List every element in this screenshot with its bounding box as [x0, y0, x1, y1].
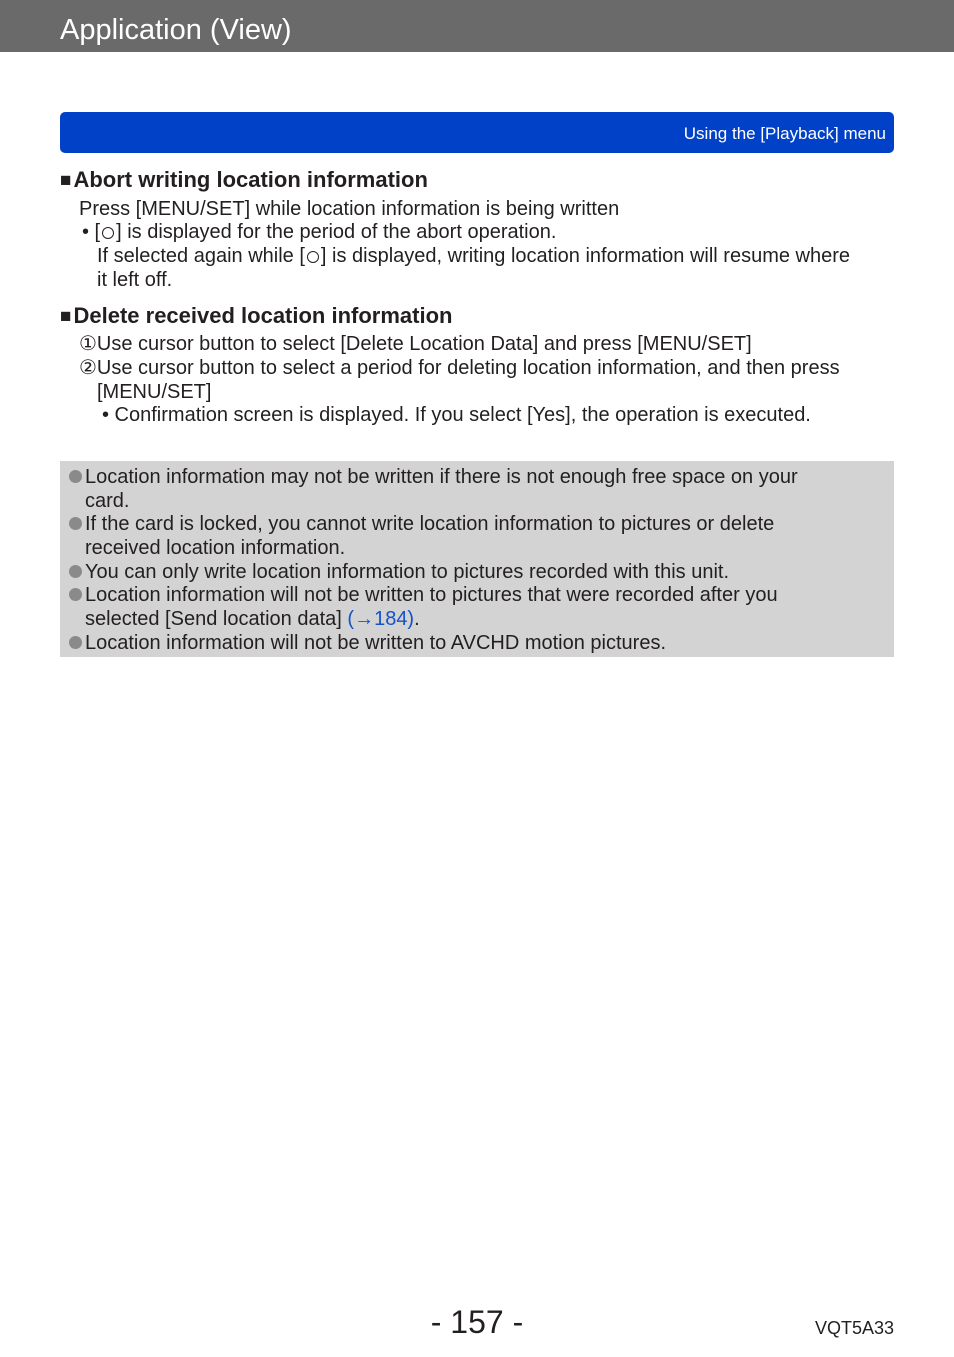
note-3-line-1: You can only write location information to pictures recorded with this unit.	[85, 561, 730, 583]
note-5-line-1: Location information will not be written to AVCHD motion pictures.	[85, 632, 667, 654]
abort-bullet	[82, 220, 556, 244]
note-2-line-1: If the card is locked, you cannot write location information to pictures or delete	[85, 513, 775, 535]
page-number: - 157 -	[430, 1304, 524, 1340]
note-4-end: .	[414, 608, 420, 630]
abort-instruction: Press [MENU/SET] while location information is being written	[79, 198, 620, 220]
abort-continuation	[97, 244, 850, 268]
dot-icon	[69, 470, 82, 483]
header-bar	[0, 0, 954, 52]
note-2-line-2: received location information.	[85, 537, 346, 559]
note-4-line-1: Location information will not be written to pictures that were recorded after you	[85, 584, 778, 606]
dot-icon	[69, 588, 82, 601]
delete-heading-text: Delete received location information	[73, 303, 453, 328]
square-bullet-icon: ■	[60, 306, 72, 327]
circle-icon	[307, 251, 319, 263]
delete-heading	[60, 302, 452, 332]
abort-bullet-prefix: • [	[82, 221, 101, 243]
page-title: Application (View)	[60, 14, 292, 46]
abort-cont-prefix: If selected again while [	[97, 245, 305, 267]
delete-note: • Confirmation screen is displayed. If you select [Yes], the operation is executed.	[102, 404, 811, 426]
note-1-line-2: card.	[85, 490, 130, 512]
abort-bullet-suffix: ] is displayed for the period of the abort operation.	[116, 221, 557, 243]
delete-step-2: ②Use cursor button to select a period for deleting location information, and then press	[79, 357, 840, 379]
dot-icon	[69, 636, 82, 649]
circle-icon	[102, 227, 114, 239]
abort-cont-suffix: ] is displayed, writing location information will resume where	[320, 245, 851, 267]
section-banner-label: Using the [Playback] menu	[683, 124, 886, 143]
section-banner	[60, 112, 894, 153]
note-4-text: selected [Send location data]	[85, 608, 348, 630]
delete-step-2-cont: [MENU/SET]	[97, 381, 212, 403]
dot-icon	[69, 565, 82, 578]
page-reference-link[interactable]: (→184)	[347, 608, 415, 630]
note-1-line-1: Location information may not be written if there is not enough free space on your	[85, 466, 798, 488]
abort-heading-text: Abort writing location information	[73, 167, 428, 192]
document-code: VQT5A33	[814, 1318, 894, 1338]
notes-box	[60, 461, 894, 657]
delete-step-1: ①Use cursor button to select [Delete Location Data] and press [MENU/SET]	[79, 333, 752, 355]
abort-continuation-2: it left off.	[97, 269, 173, 291]
note-4-line-2	[85, 607, 420, 631]
square-bullet-icon: ■	[60, 170, 72, 191]
dot-icon	[69, 517, 82, 530]
abort-heading	[60, 166, 428, 196]
